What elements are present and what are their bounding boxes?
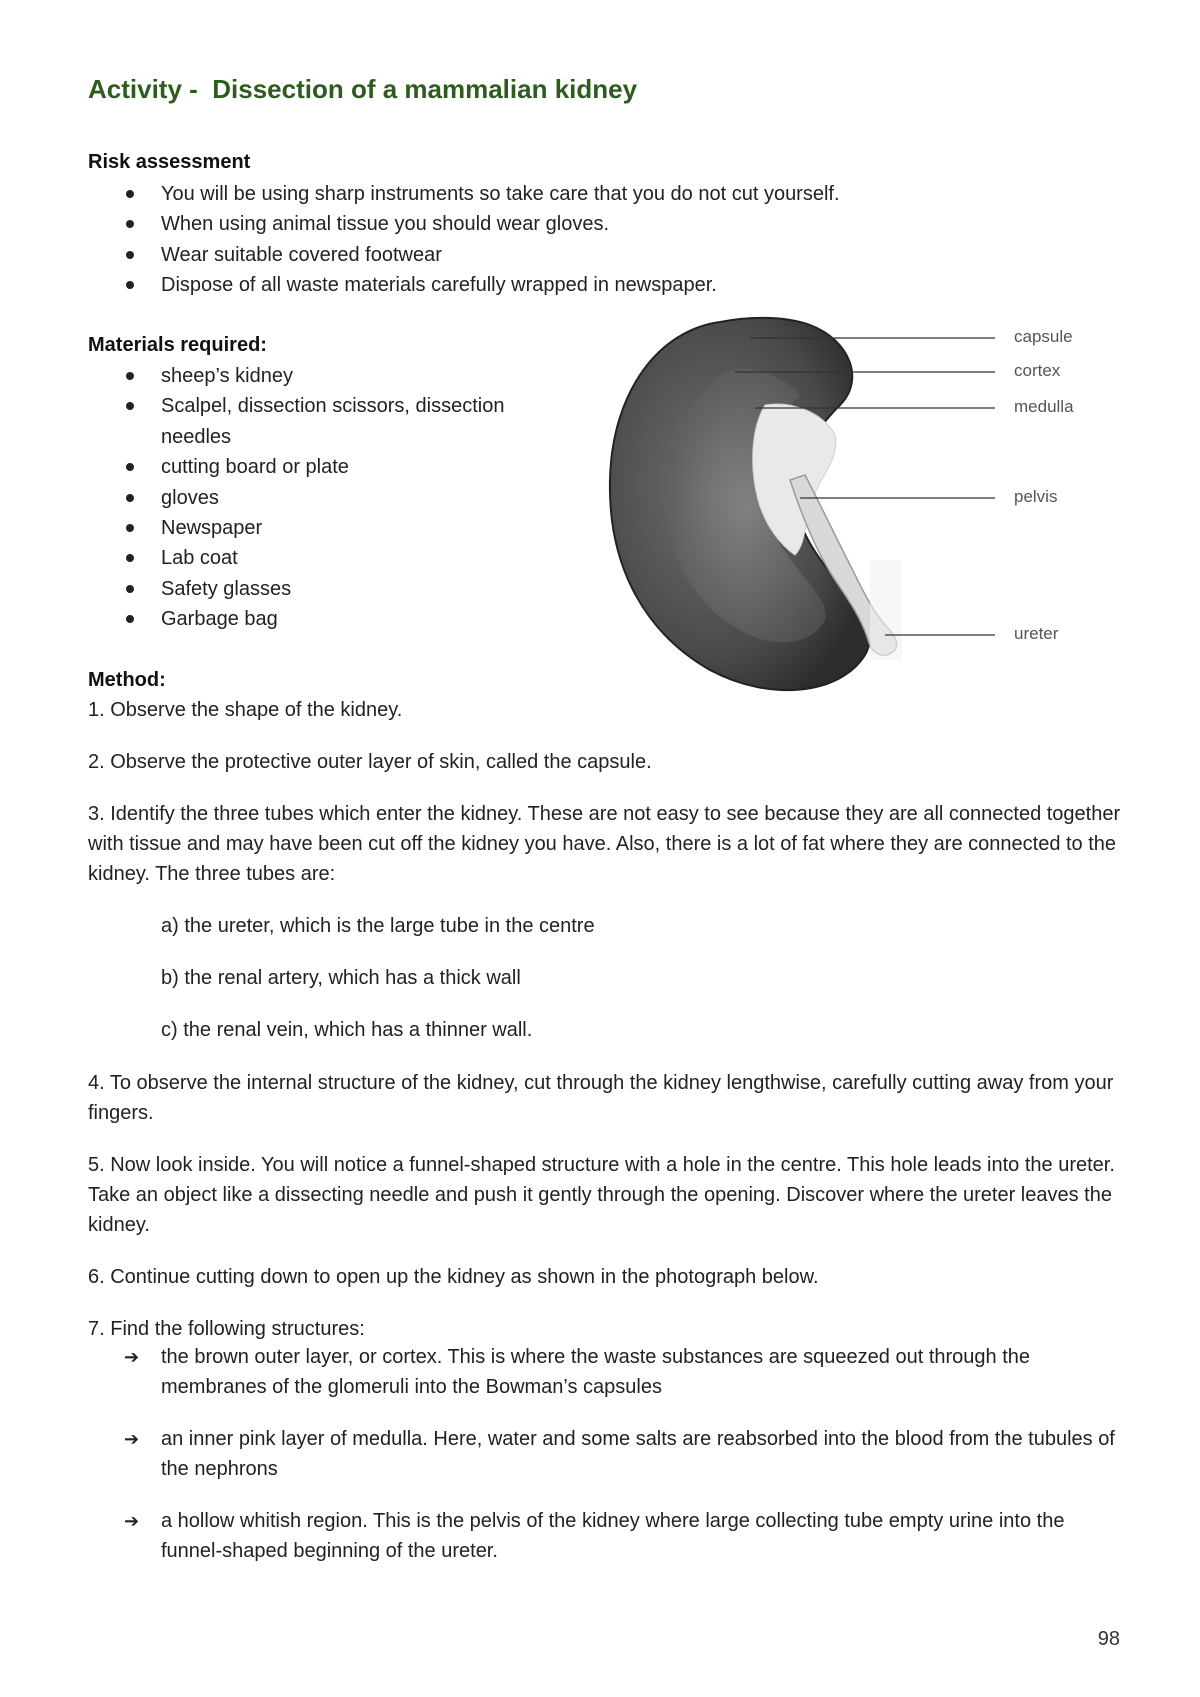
method-step-3b: b) the renal artery, which has a thick wall	[161, 967, 521, 989]
method-step-3a: a) the ureter, which is the large tube in the centre	[161, 915, 595, 937]
method-step-6: 6. Continue cutting down to open up the kidney as shown in the photograph below.	[88, 1266, 819, 1288]
list-item: ➔ an inner pink layer of medulla. Here, water and some salts are reabsorbed into the blood from the tubules of the nephrons	[88, 1424, 1128, 1484]
materials-heading: Materials required:	[88, 334, 267, 356]
page-number: 98	[1097, 1628, 1120, 1650]
method-step-2: 2. Observe the protective outer layer of skin, called the capsule.	[88, 751, 652, 773]
method-step-5: 5. Now look inside. You will notice a funnel-shaped structure with a hole in the centre. This hole leads into the ureter. Take an object like a dissecting needle and push it gently through the opening. Discover where the ureter leaves the kidney.	[88, 1154, 1115, 1236]
method-step-1: 1. Observe the shape of the kidney.	[88, 699, 403, 721]
list-item: ➔ a hollow whitish region. This is the pelvis of the kidney where large collecting tube empty urine into the funnel-shaped beginning of the ureter.	[88, 1506, 1128, 1566]
label-pelvis: pelvis	[1014, 487, 1058, 506]
list-item: ➔ the brown outer layer, or cortex. This is where the waste substances are squeezed out through the membranes of the glomeruli into the Bowman’s capsules	[88, 1342, 1128, 1402]
list-item: Wear suitable covered footwear	[88, 240, 1128, 270]
list-item: gloves	[88, 483, 578, 513]
method-step-3c: c) the renal vein, which has a thinner wall.	[161, 1019, 533, 1041]
list-item: When using animal tissue you should wear gloves.	[88, 209, 1128, 239]
list-item: Safety glasses	[88, 574, 578, 604]
list-item: Garbage bag	[88, 604, 578, 634]
label-ureter: ureter	[1014, 624, 1059, 643]
page-title: Activity - Dissection of a mammalian kidney	[88, 74, 638, 104]
label-medulla: medulla	[1014, 397, 1074, 416]
list-item: sheep’s kidney	[88, 361, 578, 391]
kidney-figure	[600, 310, 1100, 715]
list-item: Newspaper	[88, 513, 578, 543]
list-item: Scalpel, dissection scissors, dissection needles	[88, 391, 561, 452]
list-item: You will be using sharp instruments so take care that you do not cut yourself.	[88, 179, 1128, 209]
list-item: Lab coat	[88, 543, 578, 573]
risk-assessment-heading: Risk assessment	[88, 151, 251, 173]
list-item: cutting board or plate	[88, 452, 578, 482]
method-step-7: 7. Find the following structures:	[88, 1318, 365, 1340]
method-heading: Method:	[88, 669, 166, 691]
structures-list	[88, 1342, 1128, 1566]
method-step-4: 4. To observe the internal structure of the kidney, cut through the kidney lengthwise, carefully cutting away from your fingers.	[88, 1072, 1114, 1124]
label-capsule: capsule	[1014, 327, 1073, 346]
list-item: Dispose of all waste materials carefully wrapped in newspaper.	[88, 270, 1128, 300]
risk-assessment-list	[88, 179, 1128, 301]
materials-list	[88, 361, 578, 635]
label-cortex: cortex	[1014, 361, 1061, 380]
method-step-3: 3. Identify the three tubes which enter the kidney. These are not easy to see because they are all connected together with tissue and may have been cut off the kidney you have. Also, there is a lot of fat where they are connected to the kidney. The three tubes are:	[88, 803, 1121, 885]
